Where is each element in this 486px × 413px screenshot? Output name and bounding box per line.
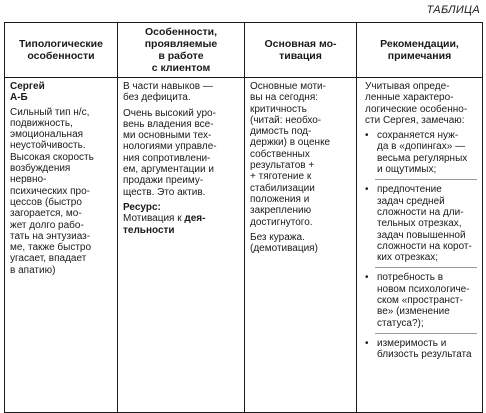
person-name: Сергей (10, 81, 45, 92)
bullet-icon: • (365, 184, 369, 196)
text-line: ми основными тех- (123, 130, 212, 142)
header-work-features: Особенности, проявляемые в работе с клиентом (118, 23, 245, 78)
recommendations-list (365, 130, 477, 360)
text-line: В части навыков — (123, 81, 213, 92)
cell-recommendations (357, 78, 483, 413)
text-line: Основные моти- (250, 81, 326, 92)
text-line: критичность (250, 103, 307, 115)
header-main-motivation: Основная мо- тивация (245, 23, 357, 78)
text-line: держки) в оценке (250, 137, 331, 149)
list-item: • потребность в новом психологиче- ском «пространст- ве» (изменение статуса?); (365, 272, 470, 329)
text-line: ме, также быстро (10, 242, 92, 254)
text-line: нервно- (10, 174, 47, 186)
text-line: Без куража. (250, 231, 305, 243)
text-line: Очень высокий уро- (123, 107, 216, 119)
text-line: вень владения все- (123, 118, 214, 130)
text-line: ленные характеро- (365, 92, 454, 104)
table-caption: ТАБЛИЦА (426, 4, 480, 16)
resource-line: Мотивация к дея- (123, 213, 206, 225)
text-line: подвижность, (10, 117, 73, 129)
list-divider (375, 179, 477, 180)
bullet-icon: • (365, 272, 369, 284)
table-header-row (5, 23, 483, 78)
text-line: вы на сегодня: (250, 92, 319, 104)
table-row (5, 78, 483, 413)
text-line: димость под- (250, 126, 312, 138)
text-line: возбуждения (10, 163, 71, 175)
text-line: (читай: необхо- (250, 114, 322, 126)
text-line: положения и (250, 193, 310, 205)
text-line: стабилизации (250, 182, 315, 194)
list-divider (375, 267, 477, 268)
mastery-paragraph (123, 108, 239, 198)
text-line: цессов (быстро (10, 196, 82, 208)
text-line: тать на энтузиаз- (10, 230, 91, 242)
text-line: результатов + (250, 160, 315, 172)
text-line: нологиями управле- (123, 141, 217, 153)
recommendations-table (4, 22, 483, 413)
text-line: ем, аргументации и (123, 164, 214, 176)
recommendations-intro (365, 81, 477, 126)
text-line: без дефицита. (123, 92, 191, 104)
header-recommendations: Рекомендации, примечания (357, 23, 483, 78)
text-line: логические особенно- (365, 103, 468, 115)
text-line: ществ. Это актив. (123, 186, 206, 198)
text-line: загорается, мо- (10, 208, 82, 220)
text-line: неустойчивость. (10, 140, 86, 152)
text-line: в апатию) (10, 264, 56, 276)
resource-label: Ресурс: (123, 201, 161, 213)
list-item: • сохраняется нуж- да в «допингах» — весьма регулярных и ощутимых; (365, 130, 468, 176)
text-line: + тяготение к (250, 171, 312, 183)
typological-text (10, 107, 112, 276)
text-line: (демотивация) (250, 243, 318, 255)
list-divider (375, 333, 477, 334)
person-type: А-Б (10, 92, 28, 104)
cell-typological (5, 78, 118, 413)
motivation-paragraph (250, 81, 351, 228)
text-line: эмоциональная (10, 129, 84, 141)
text-line: продажи преиму- (123, 175, 204, 187)
demotivation-paragraph (250, 232, 351, 255)
text-line: Учитывая опреде- (365, 81, 450, 92)
cell-motivation (245, 78, 357, 413)
list-item: • измеримость и близость результата (365, 337, 472, 361)
cell-work-features: В части навыков — без дефицита. Очень высокий уро- вень владения все- ми основными тех- нологиями управле- ния сопротивлени- ем, аргументации и продажи преиму- ществ. Это актив. Ресурс: Мотивация к дея- тельности (118, 78, 245, 413)
header-typological-features: Типологические особенности (5, 23, 118, 78)
text-line: ния сопротивлени- (123, 152, 211, 164)
text-line: угасает, впадает (10, 253, 87, 265)
bullet-icon: • (365, 130, 369, 142)
text-line: закреплению (250, 205, 312, 217)
text-line: достигнутого. (250, 216, 313, 228)
text-line: Сильный тип н/с, (10, 106, 90, 118)
text-line: собственных (250, 148, 310, 160)
text-line: жет долго рабо- (10, 219, 84, 231)
skills-paragraph (123, 81, 239, 104)
list-item: • предпочтение задач средней сложности на дли- тельных отрезках, задач повышенной сложности на корот- ких отрезках; (365, 184, 472, 264)
text-line: сти Сергея, замечаю: (365, 114, 465, 126)
text-line: психических про- (10, 185, 90, 197)
bullet-icon: • (365, 337, 369, 349)
text-line: Высокая скорость (10, 151, 94, 163)
